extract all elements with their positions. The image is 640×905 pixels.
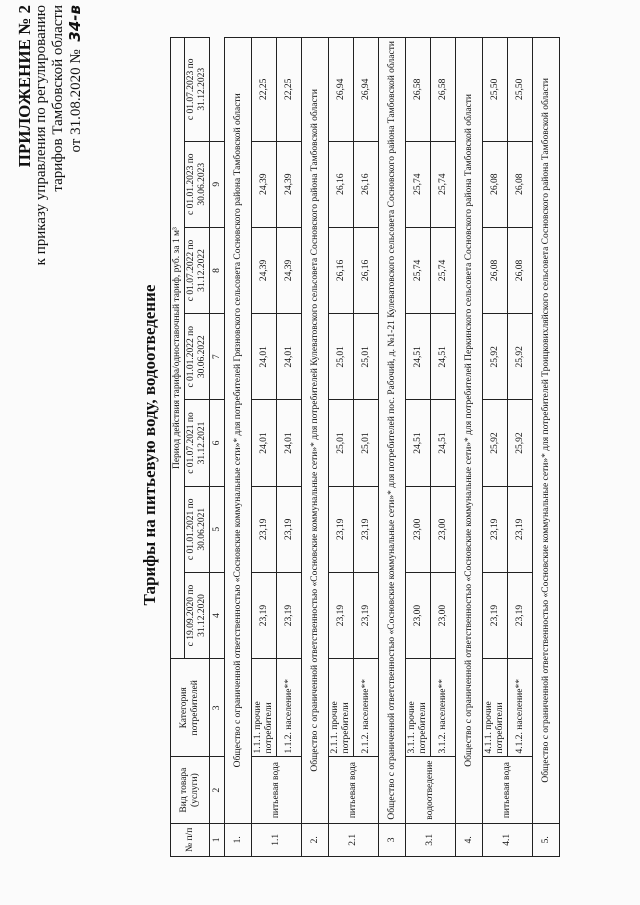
section-number: 2. [302, 823, 329, 856]
tariff-value: 26,16 [329, 141, 354, 227]
organization-name: Общество с ограниченной ответственностью «Сосновские коммунальные сети»* для потребителей Перкинского сельсовета Сосновского района Тамбовской области [456, 38, 483, 824]
rotated-content [10, 0, 640, 885]
table-row [277, 38, 302, 857]
consumer-category: 4.1.1. прочие потребители [483, 659, 508, 757]
organization-name: Общество с ограниченной ответственностью «Сосновские коммунальные сети»* для потребителей пос. Рабочий, д. №1-21 Кулеватовского сельсовета Сосновского района Тамбовской области [379, 38, 406, 824]
organization-name: Общество с ограниченной ответственностью «Сосновские коммунальные сети»* для потребителей Грязновского сельсовета Сосновского района Тамбовской области [225, 38, 252, 824]
tariff-value: 26,08 [508, 227, 533, 313]
tariff-value: 25,01 [329, 314, 354, 400]
tariff-value: 23,19 [483, 572, 508, 658]
consumer-category: 2.1.1. прочие потребители [329, 659, 354, 757]
tariff-value: 24,39 [252, 141, 277, 227]
tariff-value: 25,50 [483, 38, 508, 142]
tariff-value: 23,19 [483, 486, 508, 572]
tariff-value: 26,94 [354, 38, 379, 142]
tariff-value: 23,19 [277, 572, 302, 658]
tariff-value: 26,94 [329, 38, 354, 142]
tariff-value: 24,51 [431, 400, 456, 486]
period-header: с 01.07.2022 по 31.12.2022 [185, 227, 210, 313]
appendix-header [16, 5, 85, 365]
service-type: питьевая вода [483, 757, 533, 823]
subsection-number: 3.1 [406, 823, 456, 856]
tariff-value: 25,74 [431, 141, 456, 227]
tariff-value: 25,50 [508, 38, 533, 142]
tariff-value: 25,01 [329, 400, 354, 486]
column-index-cell: 1 [210, 823, 225, 856]
appendix-line-2: тарифов Тамбовской области [50, 5, 66, 192]
tariff-value: 24,01 [277, 400, 302, 486]
period-header: с 01.07.2023 по 31.12.2023 [185, 38, 210, 142]
tariff-value: 23,00 [406, 486, 431, 572]
tariff-value: 25,92 [483, 314, 508, 400]
consumer-category: 4.1.2. население** [508, 659, 533, 757]
organization-row [533, 38, 560, 857]
consumer-category: 1.1.2. население** [277, 659, 302, 757]
appendix-title: ПРИЛОЖЕНИЕ № 2 [15, 5, 34, 168]
column-index-cell: 3 [210, 659, 225, 757]
tariff-value: 24,39 [252, 227, 277, 313]
tariff-value: 26,16 [329, 227, 354, 313]
tariff-value: 24,51 [431, 314, 456, 400]
appendix-line-3 [67, 5, 85, 365]
tariff-value: 23,19 [252, 486, 277, 572]
tariff-value: 22,25 [252, 38, 277, 142]
section-number: 3 [379, 823, 406, 856]
tariff-value: 26,08 [483, 141, 508, 227]
tariff-value: 23,19 [508, 572, 533, 658]
subsection-number: 2.1 [329, 823, 379, 856]
service-type: питьевая вода [329, 757, 379, 823]
tariff-table [170, 37, 560, 857]
section-number: 5. [533, 823, 560, 856]
order-number-handwritten: 34-в [66, 5, 84, 42]
table-row [406, 38, 431, 857]
tariff-value: 24,01 [277, 314, 302, 400]
appendix-line-1: к приказу управления по регулированию [33, 5, 49, 266]
col-header-period: Период действия тарифа/одноставочный тариф, руб. за 1 м³ [171, 38, 185, 659]
col-header-type: Вид товара (услуги) [171, 757, 210, 823]
tariff-value: 25,74 [406, 227, 431, 313]
tariff-value: 23,00 [431, 486, 456, 572]
consumer-category: 1.1.1. прочие потребители [252, 659, 277, 757]
header-row-index [210, 38, 225, 857]
tariff-table-body [171, 38, 560, 857]
tariff-value: 23,00 [431, 572, 456, 658]
service-type: питьевая вода [252, 757, 302, 823]
document-title: Тарифы на питьевую воду, водоотведение [140, 284, 159, 606]
tariff-value: 26,08 [483, 227, 508, 313]
table-row [431, 38, 456, 857]
col-header-num: № п/п [171, 823, 210, 856]
tariff-value: 25,01 [354, 400, 379, 486]
period-header: с 01.01.2021 по 30.06.2021 [185, 486, 210, 572]
tariff-value: 23,19 [329, 572, 354, 658]
organization-row [456, 38, 483, 857]
column-index-cell: 6 [210, 400, 225, 486]
tariff-value: 24,01 [252, 400, 277, 486]
table-row [483, 38, 508, 857]
tariff-value: 23,19 [508, 486, 533, 572]
table-row [508, 38, 533, 857]
tariff-value: 25,92 [508, 314, 533, 400]
tariff-value: 26,58 [406, 38, 431, 142]
table-row [329, 38, 354, 857]
period-header: с 01.01.2022 по 30.06.2022 [185, 314, 210, 400]
tariff-value: 24,39 [277, 227, 302, 313]
tariff-value: 23,19 [277, 486, 302, 572]
column-index-cell: 7 [210, 314, 225, 400]
period-header: с 19.09.2020 по 31.12.2020 [185, 572, 210, 658]
col-header-category: Категория потребителей [171, 659, 210, 757]
tariff-value: 24,39 [277, 141, 302, 227]
consumer-category: 3.1.2. население** [431, 659, 456, 757]
period-header: с 01.01.2023 по 30.06.2023 [185, 141, 210, 227]
tariff-value: 25,74 [406, 141, 431, 227]
tariff-value: 26,16 [354, 141, 379, 227]
header-row-1 [171, 38, 185, 857]
organization-name: Общество с ограниченной ответственностью «Сосновские коммунальные сети»* для потребителей Кулеватовского сельсовета Сосновского района Тамбовской области [302, 38, 329, 824]
tariff-value: 24,01 [252, 314, 277, 400]
column-index-cell: 5 [210, 486, 225, 572]
organization-row [379, 38, 406, 857]
column-index-cell: 2 [210, 757, 225, 823]
column-index-cell: 9 [210, 141, 225, 227]
consumer-category: 3.1.1. прочие потребители [406, 659, 431, 757]
table-row [354, 38, 379, 857]
tariff-value: 26,58 [431, 38, 456, 142]
tariff-value: 22,25 [277, 38, 302, 142]
tariff-value: 26,16 [354, 227, 379, 313]
section-number: 1. [225, 823, 252, 856]
tariff-value: 25,01 [354, 314, 379, 400]
order-date: от 31.08.2020 № [68, 49, 84, 153]
tariff-value: 25,92 [483, 400, 508, 486]
tariff-value: 26,08 [508, 141, 533, 227]
tariff-value: 23,19 [252, 572, 277, 658]
organization-row [302, 38, 329, 857]
tariff-value: 24,51 [406, 314, 431, 400]
tariff-value: 23,19 [354, 572, 379, 658]
organization-row [225, 38, 252, 857]
organization-name: Общество с ограниченной ответственностью «Сосновские коммунальные сети»* для потребителей Троицковихляйского сельсовета Сосновского района Тамбовской области [533, 38, 560, 824]
table-row [252, 38, 277, 857]
tariff-value: 23,19 [329, 486, 354, 572]
section-number: 4. [456, 823, 483, 856]
tariff-value: 25,92 [508, 400, 533, 486]
tariff-value: 23,19 [354, 486, 379, 572]
tariff-value: 23,00 [406, 572, 431, 658]
column-index-cell: 8 [210, 227, 225, 313]
column-index-cell: 4 [210, 572, 225, 658]
period-header: с 01.07.2021 по 31.12.2021 [185, 400, 210, 486]
subsection-number: 1.1 [252, 823, 302, 856]
tariff-value: 24,51 [406, 400, 431, 486]
service-type: водоотведение [406, 757, 456, 823]
tariff-value: 25,74 [431, 227, 456, 313]
consumer-category: 2.1.2. население** [354, 659, 379, 757]
subsection-number: 4.1 [483, 823, 533, 856]
